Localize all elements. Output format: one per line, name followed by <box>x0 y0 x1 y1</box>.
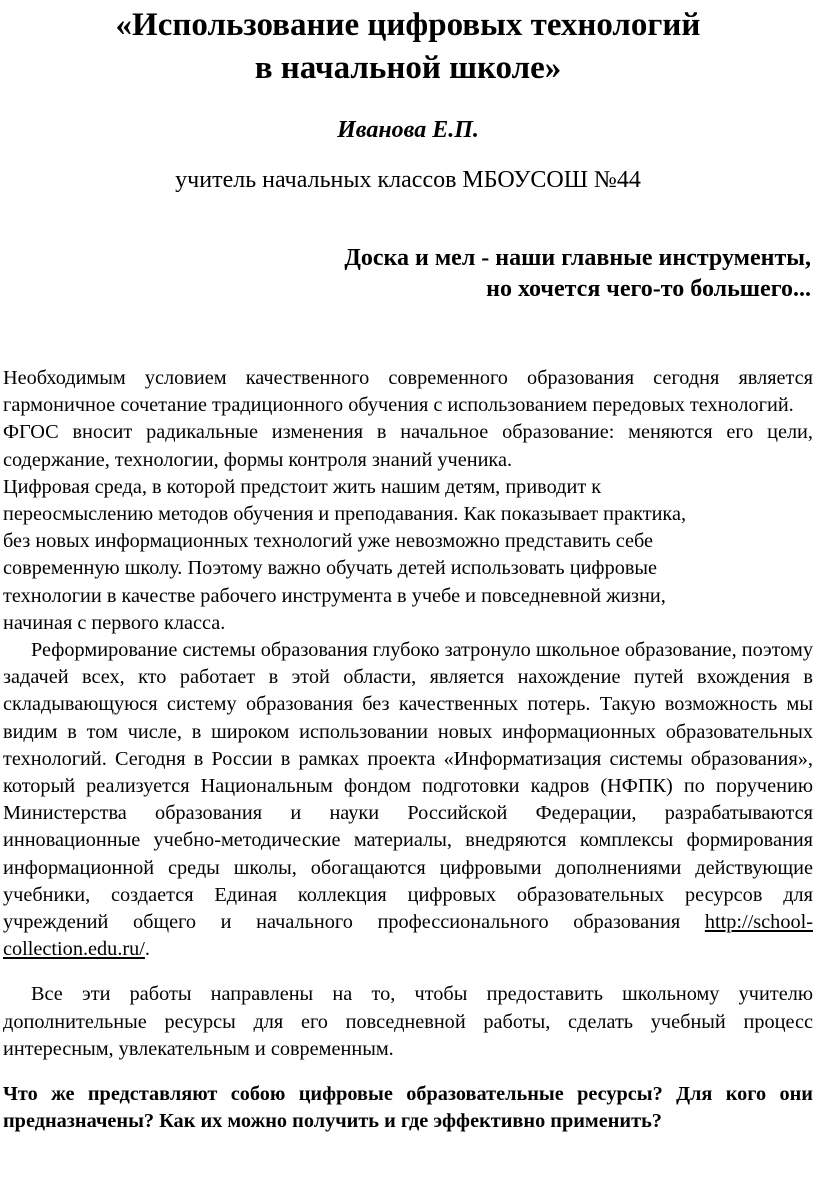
paragraph-4-end: . <box>144 938 150 961</box>
school-collection-link[interactable]: http://school-collection.edu.ru/ <box>3 911 813 961</box>
closing-question: Что же представляют собою цифровые образовательные ресурсы? Для кого они предназначены? Как их можно получить и где эффективно применить? <box>3 1083 813 1133</box>
paragraph-1: Необходимым условием качественного современного образования сегодня является гармоничное сочетание традиционного обучения с использованием передовых технологий. <box>3 367 813 417</box>
author-name: Иванова Е.П. <box>337 117 479 143</box>
paragraph-4 <box>3 637 813 963</box>
paragraph-3-line-1: Цифровая среда, в которой предстоит жить нашим детям, приводит к <box>3 475 602 498</box>
document-title <box>3 0 813 90</box>
epigraph-line-1: Доска и мел - наши главные инструменты, <box>344 245 811 271</box>
paragraph-3-line-2: переосмыслению методов обучения и преподавания. Как показывает практика, <box>3 503 687 526</box>
title-line-1: «Использование цифровых технологий <box>115 7 701 43</box>
paragraph-4-text: Реформирование системы образования глубоко затронуло школьное образование, поэтому задачей всех, кто работает в этой области, является нахождение путей вхождения в складывающуюся систему образования без качественных потерь. Такую возможность мы видим в том числе, в широком использовании новых информационных образовательных технологий. Сегодня в России в рамках проекта «Информатизация системы образования», который реализуется Национальным фондом подготовки кадров (НФПК) по поручению Министерства образования и науки Российской Федерации, разрабатываются инновационные учебно-методические материалы, внедряются комплексы формирования информационной среды школы, обогащаются цифровыми дополнениями действующие учебники, создается Единая коллекция цифровых образовательных ресурсов для учреждений общего и начального профессионального образования <box>3 639 813 934</box>
paragraph-3-line-4: современную школу. Поэтому важно обучать детей использовать цифровые <box>3 557 658 580</box>
paragraph-3-line-3: без новых информационных технологий уже невозможно представить себе <box>3 530 653 553</box>
epigraph-line-2: но хочется чего-то большего... <box>486 276 811 302</box>
title-line-2: в начальной школе» <box>254 50 562 86</box>
paragraph-3 <box>3 474 813 637</box>
paragraph-3-line-5: технологии в качестве рабочего инструмента в учебе и повседневной жизни, <box>3 584 666 607</box>
paragraph-3-line-6: начиная с первого класса. <box>3 611 226 634</box>
paragraph-2: ФГОС вносит радикальные изменения в начальное образование: меняются его цели, содержание, технологии, формы контроля знаний ученика. <box>3 421 813 471</box>
paragraph-5: Все эти работы направлены на то, чтобы предоставить школьному учителю дополнительные ресурсы для его повседневной работы, сделать учебный процесс интересным, увлекательным и современным. <box>3 983 813 1060</box>
author-position: учитель начальных классов МБОУСОШ №44 <box>175 167 641 193</box>
epigraph <box>3 243 811 305</box>
